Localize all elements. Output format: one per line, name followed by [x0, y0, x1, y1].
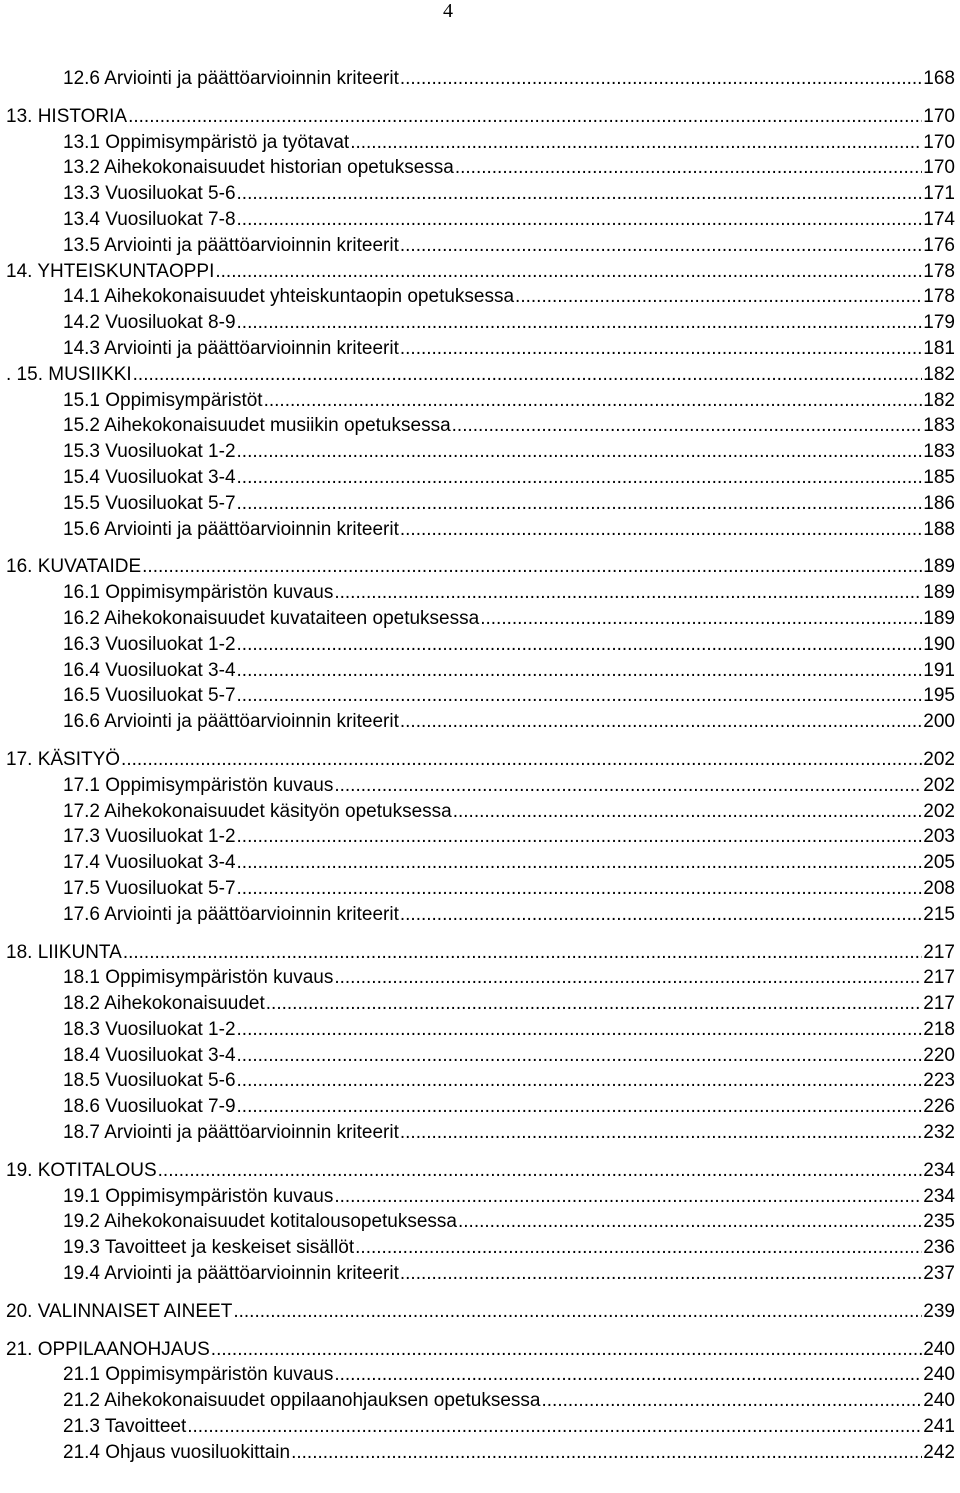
toc-dot-leader [541, 1388, 922, 1414]
toc-entry-page-number: 178 [923, 260, 955, 282]
toc-dot-leader [334, 965, 922, 991]
toc-entry-title: 12.6 Arviointi ja päättöarvioinnin kriteerit [63, 68, 399, 89]
toc-section-entry[interactable] [6, 1362, 955, 1388]
toc-dot-leader [400, 709, 922, 735]
toc-dot-leader [237, 658, 923, 684]
toc-section-entry[interactable] [6, 991, 955, 1017]
toc-section-entry[interactable] [6, 709, 955, 735]
toc-dot-leader [123, 940, 922, 966]
toc-entry-page-number: 185 [923, 466, 955, 488]
toc-entry-page-number: 190 [923, 633, 955, 655]
toc-section-entry[interactable] [6, 284, 955, 310]
toc-dot-leader [350, 130, 922, 156]
toc-section-entry[interactable] [6, 580, 955, 606]
toc-entry-page-number: 202 [923, 800, 955, 822]
toc-entry-title: 17.1 Oppimisympäristön kuvaus [63, 774, 334, 796]
toc-entry-page-number: 191 [923, 659, 955, 681]
toc-entry-page-number: 217 [923, 993, 955, 1015]
toc-entry-title: 18.6 Vuosiluokat 7-9 [63, 1096, 236, 1118]
toc-dot-leader [355, 1235, 922, 1261]
toc-entry-page-number: 208 [923, 877, 955, 899]
toc-entry-title: 18.3 Vuosiluokat 1-2 [63, 1018, 236, 1040]
toc-entry-page-number: 183 [923, 415, 955, 437]
toc-dot-leader [237, 181, 923, 207]
toc-dot-leader [453, 799, 923, 825]
toc-entry-title: 13.3 Vuosiluokat 5-6 [63, 183, 236, 205]
toc-entry-page-number: 217 [923, 967, 955, 989]
toc-entry-page-number: 171 [923, 183, 955, 205]
toc-entry-title: 19.2 Aihekokonaisuudet kotitalousopetuksessa [63, 1211, 457, 1233]
toc-entry-title: 21.3 Tavoitteet [63, 1416, 187, 1438]
toc-dot-leader [455, 155, 922, 181]
toc-dot-leader [237, 1043, 923, 1069]
toc-chapter-entry[interactable] [6, 362, 955, 388]
toc-section-entry[interactable] [6, 388, 955, 414]
toc-dot-leader [400, 1120, 922, 1146]
toc-section-entry[interactable] [6, 207, 955, 233]
toc-entry-page-number: 220 [923, 1044, 955, 1066]
toc-entry-title: . 15. MUSIIKKI [6, 363, 132, 385]
toc-entry-title: 17.5 Vuosiluokat 5-7 [63, 877, 236, 899]
toc-dot-leader [452, 413, 923, 439]
toc-entry-title: 18.4 Vuosiluokat 3-4 [63, 1044, 236, 1066]
toc-section-entry[interactable] [6, 876, 955, 902]
toc-dot-leader [237, 632, 923, 658]
toc-dot-leader [121, 747, 922, 773]
toc-entry-title: 18.2 Aihekokonaisuudet [63, 993, 265, 1015]
toc-chapter-entry[interactable] [6, 1158, 955, 1184]
toc-entry-title: 16. KUVATAIDE [6, 556, 142, 578]
toc-entry-title: 19. KOTITALOUS [6, 1159, 157, 1181]
toc-section-entry[interactable] [6, 683, 955, 709]
toc-chapter-entry[interactable] [6, 554, 955, 580]
toc-entry-page-number: 234 [923, 1159, 955, 1181]
toc-entry-title: 21. OPPILAANOHJAUS [6, 1338, 210, 1360]
toc-dot-leader [237, 465, 923, 491]
toc-section-entry[interactable] [6, 1209, 955, 1235]
toc-entry-title: 13.4 Vuosiluokat 7-8 [63, 208, 236, 230]
toc-entry-title: 15.2 Aihekokonaisuudet musiikin opetuksessa [63, 415, 451, 437]
toc-section-entry[interactable] [6, 658, 955, 684]
toc-section-entry[interactable] [6, 413, 955, 439]
toc-entry-title: 20. VALINNAISET AINEET [6, 1300, 233, 1322]
toc-dot-leader [264, 388, 923, 414]
toc-dot-leader [334, 1184, 922, 1210]
toc-entry-page-number: 217 [923, 941, 955, 963]
toc-entry-page-number: 234 [923, 1185, 955, 1207]
toc-dot-leader [237, 1068, 923, 1094]
toc-dot-leader [237, 876, 923, 902]
toc-section-entry[interactable] [6, 1120, 955, 1146]
toc-section-entry[interactable] [6, 439, 955, 465]
toc-dot-leader [334, 580, 922, 606]
table-of-contents [6, 66, 955, 1466]
toc-dot-leader [400, 336, 922, 362]
toc-chapter-entry[interactable] [6, 1337, 955, 1363]
toc-section-entry[interactable] [6, 233, 955, 259]
toc-chapter-entry[interactable] [6, 747, 955, 773]
toc-entry-page-number: 202 [923, 748, 955, 770]
toc-entry-title: 18.5 Vuosiluokat 5-6 [63, 1070, 236, 1092]
toc-dot-leader [400, 517, 922, 543]
toc-section-entry[interactable] [6, 66, 955, 92]
toc-entry-title: 19.1 Oppimisympäristön kuvaus [63, 1185, 334, 1207]
toc-chapter-entry[interactable] [6, 104, 955, 130]
toc-entry-page-number: 240 [923, 1364, 955, 1386]
toc-entry-page-number: 215 [923, 903, 955, 925]
toc-entry-page-number: 202 [923, 774, 955, 796]
toc-entry-page-number: 170 [923, 131, 955, 153]
toc-chapter-entry[interactable] [6, 259, 955, 285]
toc-entry-title: 14. YHTEISKUNTAOPPI [6, 260, 215, 282]
toc-entry-title: 16.4 Vuosiluokat 3-4 [63, 659, 236, 681]
toc-entry-page-number: 237 [923, 1263, 955, 1285]
toc-entry-page-number: 195 [923, 685, 955, 707]
toc-chapter-entry[interactable] [6, 940, 955, 966]
toc-dot-leader [237, 683, 923, 709]
toc-dot-leader [334, 773, 922, 799]
toc-dot-leader [237, 1094, 923, 1120]
toc-dot-leader [291, 1440, 922, 1466]
toc-section-entry[interactable] [6, 850, 955, 876]
toc-dot-leader [400, 66, 922, 92]
toc-entry-title: 13.5 Arviointi ja päättöarvioinnin kriteerit [63, 234, 399, 256]
toc-dot-leader [515, 284, 922, 310]
toc-entry-title: 17.3 Vuosiluokat 1-2 [63, 826, 236, 848]
toc-dot-leader [237, 439, 923, 465]
toc-dot-leader [458, 1209, 922, 1235]
toc-dot-leader [142, 554, 922, 580]
toc-entry-page-number: 189 [923, 607, 955, 629]
toc-entry-page-number: 203 [923, 826, 955, 848]
toc-dot-leader [334, 1362, 922, 1388]
toc-entry-page-number: 178 [923, 286, 955, 308]
toc-entry-page-number: 235 [923, 1211, 955, 1233]
toc-section-entry[interactable] [6, 1017, 955, 1043]
toc-dot-leader [400, 902, 922, 928]
toc-dot-leader [266, 991, 923, 1017]
toc-dot-leader [400, 233, 922, 259]
toc-dot-leader [233, 1299, 922, 1325]
toc-entry-title: 13.2 Aihekokonaisuudet historian opetuksessa [63, 157, 454, 179]
toc-entry-title: 19.4 Arviointi ja päättöarvioinnin kriteerit [63, 1263, 399, 1285]
toc-section-entry[interactable] [6, 1068, 955, 1094]
toc-dot-leader [480, 606, 922, 632]
toc-section-entry[interactable] [6, 1388, 955, 1414]
toc-dot-leader [237, 850, 923, 876]
toc-section-entry[interactable] [6, 824, 955, 850]
toc-entry-page-number: 200 [923, 711, 955, 733]
toc-entry-page-number: 239 [923, 1300, 955, 1322]
toc-section-entry[interactable] [6, 1094, 955, 1120]
toc-entry-title: 16.6 Arviointi ja päättöarvioinnin kriteerit [63, 711, 399, 733]
toc-section-entry[interactable] [6, 336, 955, 362]
toc-entry-title: 17.2 Aihekokonaisuudet käsityön opetuksessa [63, 800, 452, 822]
toc-entry-title: 14.3 Arviointi ja päättöarvioinnin kriteerit [63, 337, 399, 359]
toc-entry-page-number: 168 [923, 68, 955, 89]
toc-section-entry[interactable] [6, 310, 955, 336]
toc-entry-title: 21.4 Ohjaus vuosiluokittain [63, 1441, 291, 1463]
toc-dot-leader [158, 1158, 923, 1184]
toc-entry-title: 17.4 Vuosiluokat 3-4 [63, 852, 236, 874]
toc-entry-page-number: 189 [923, 556, 955, 578]
toc-section-entry[interactable] [6, 465, 955, 491]
toc-section-entry[interactable] [6, 606, 955, 632]
toc-entry-page-number: 182 [923, 363, 955, 385]
toc-entry-title: 15.1 Oppimisympäristöt [63, 389, 263, 411]
toc-section-entry[interactable] [6, 491, 955, 517]
toc-section-entry[interactable] [6, 181, 955, 207]
toc-entry-page-number: 205 [923, 852, 955, 874]
toc-entry-page-number: 186 [923, 492, 955, 514]
toc-entry-page-number: 176 [923, 234, 955, 256]
toc-section-entry[interactable] [6, 773, 955, 799]
toc-dot-leader [400, 1261, 922, 1287]
toc-entry-page-number: 240 [923, 1390, 955, 1412]
toc-dot-leader [128, 104, 922, 130]
toc-entry-page-number: 189 [923, 582, 955, 604]
toc-section-entry[interactable] [6, 155, 955, 181]
toc-entry-title: 13. HISTORIA [6, 105, 128, 127]
toc-entry-title: 16.3 Vuosiluokat 1-2 [63, 633, 236, 655]
toc-entry-title: 21.2 Aihekokonaisuudet oppilaanohjauksen opetuksessa [63, 1390, 541, 1412]
toc-section-entry[interactable] [6, 1184, 955, 1210]
toc-entry-title: 19.3 Tavoitteet ja keskeiset sisällöt [63, 1237, 355, 1259]
toc-entry-page-number: 242 [923, 1441, 955, 1463]
toc-entry-title: 17.6 Arviointi ja päättöarvioinnin kriteerit [63, 903, 399, 925]
toc-chapter-entry[interactable] [6, 1299, 955, 1325]
toc-entry-page-number: 223 [923, 1070, 955, 1092]
toc-section-entry[interactable] [6, 1261, 955, 1287]
toc-section-entry[interactable] [6, 902, 955, 928]
toc-section-entry[interactable] [6, 632, 955, 658]
toc-entry-title: 15.5 Vuosiluokat 5-7 [63, 492, 236, 514]
toc-entry-title: 16.5 Vuosiluokat 5-7 [63, 685, 236, 707]
toc-entry-page-number: 179 [923, 312, 955, 334]
toc-entry-page-number: 182 [923, 389, 955, 411]
toc-dot-leader [237, 310, 923, 336]
toc-section-entry[interactable] [6, 130, 955, 156]
toc-entry-title: 14.2 Vuosiluokat 8-9 [63, 312, 236, 334]
toc-entry-page-number: 170 [923, 105, 955, 127]
toc-entry-page-number: 232 [923, 1122, 955, 1144]
toc-dot-leader [237, 1017, 923, 1043]
toc-entry-page-number: 226 [923, 1096, 955, 1118]
toc-entry-page-number: 183 [923, 441, 955, 463]
toc-section-entry[interactable] [6, 1235, 955, 1261]
toc-entry-title: 15.6 Arviointi ja päättöarvioinnin kriteerit [63, 518, 399, 540]
toc-entry-title: 15.4 Vuosiluokat 3-4 [63, 466, 236, 488]
toc-dot-leader [211, 1337, 923, 1363]
toc-entry-title: 21.1 Oppimisympäristön kuvaus [63, 1364, 334, 1386]
toc-entry-page-number: 241 [923, 1416, 955, 1438]
page-number: 4 [443, 0, 453, 22]
toc-entry-title: 18.7 Arviointi ja päättöarvioinnin kriteerit [63, 1122, 399, 1144]
toc-dot-leader [237, 491, 923, 517]
toc-entry-page-number: 174 [923, 208, 955, 230]
toc-section-entry[interactable] [6, 1414, 955, 1440]
toc-entry-title: 18.1 Oppimisympäristön kuvaus [63, 967, 334, 989]
toc-entry-title: 16.1 Oppimisympäristön kuvaus [63, 582, 334, 604]
toc-entry-page-number: 236 [923, 1237, 955, 1259]
toc-dot-leader [187, 1414, 922, 1440]
toc-section-entry[interactable] [6, 1043, 955, 1069]
toc-entry-page-number: 240 [923, 1338, 955, 1360]
toc-dot-leader [237, 824, 923, 850]
toc-entry-title: 16.2 Aihekokonaisuudet kuvataiteen opetuksessa [63, 607, 480, 629]
toc-entry-page-number: 188 [923, 518, 955, 540]
toc-dot-leader [237, 207, 923, 233]
toc-dot-leader [215, 259, 922, 285]
toc-section-entry[interactable] [6, 965, 955, 991]
toc-entry-page-number: 181 [923, 337, 955, 359]
toc-entry-page-number: 170 [923, 157, 955, 179]
toc-entry-title: 17. KÄSITYÖ [6, 748, 121, 770]
toc-section-entry[interactable] [6, 517, 955, 543]
toc-entry-page-number: 218 [923, 1018, 955, 1040]
toc-dot-leader [133, 362, 923, 388]
toc-entry-title: 15.3 Vuosiluokat 1-2 [63, 441, 236, 463]
toc-section-entry[interactable] [6, 799, 955, 825]
toc-entry-title: 13.1 Oppimisympäristö ja työtavat [63, 131, 350, 153]
toc-entry-title: 18. LIIKUNTA [6, 941, 122, 963]
toc-section-entry[interactable] [6, 1440, 955, 1466]
toc-entry-title: 14.1 Aihekokonaisuudet yhteiskuntaopin opetuksessa [63, 286, 515, 308]
